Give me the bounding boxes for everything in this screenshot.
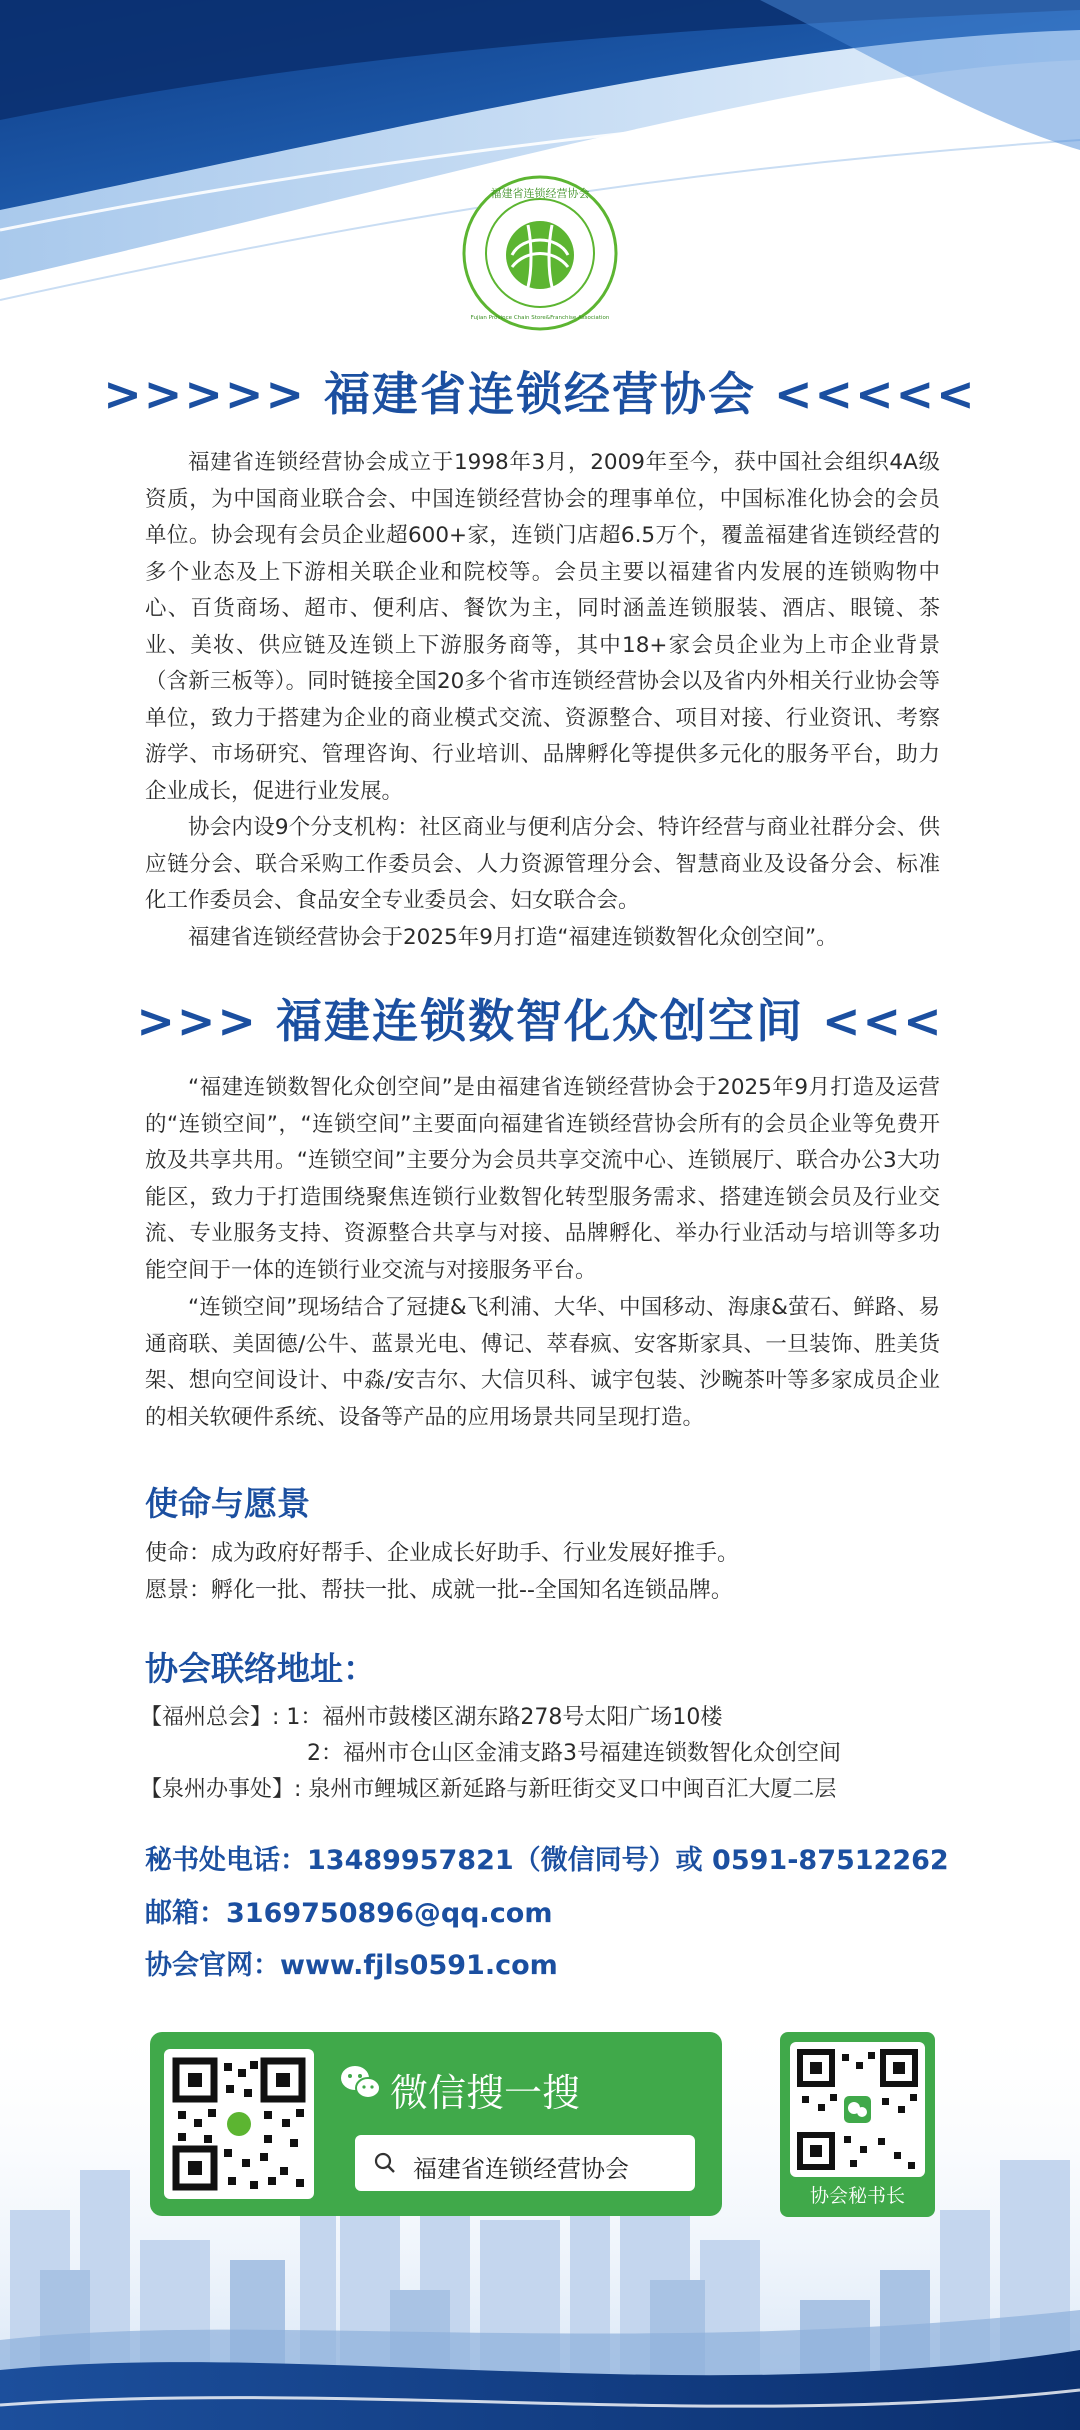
mission-line: 使命：成为政府好帮手、企业成长好助手、行业发展好推手。	[145, 1541, 740, 1566]
address-heading: 协会联络地址：	[145, 1649, 376, 1688]
space-paragraph-2: “连锁空间”现场结合了冠捷&飞利浦、大华、中国移动、海康&萤石、鲜路、易通商联、美固德/公牛、蓝景光电、傅记、萃春疯、安客斯家具、一旦装饰、胜美货架、想向空间设计、中淼/安吉尔、大信贝科、诚宇包装、沙畹茶叶等多家成员企业的相关软硬件系统、设备等产品的应用场景共同呈现打造。	[145, 1295, 940, 1430]
association-qr-code[interactable]	[164, 2049, 314, 2199]
secretary-label: 协会秘书长	[809, 2185, 905, 2207]
qr-pattern-icon	[164, 2049, 314, 2199]
contact-phone: 秘书处电话：13489957821（微信同号）或 0591-87512262	[145, 1845, 949, 1876]
search-icon	[373, 2151, 397, 2175]
space-paragraph-1: “福建连锁数智化众创空间”是由福建省连锁经营协会于2025年9月打造及运营的“连锁空间”，“连锁空间”主要面向福建省连锁经营协会所有的会员企业等免费开放及共享共用。“连锁空间”主要分为会员共享交流中心、连锁展厅、联合办公3大功能区，致力于打造围绕聚焦连锁行业数智化转型服务需求、搭建连锁会员及行业交流、专业服务支持、资源整合共享与对接、品牌孵化、举办行业活动与培训等多功能空间于一体的连锁行业交流与对接服务平台。	[145, 1075, 940, 1283]
intro-paragraph-2: 协会内设9个分支机构：社区商业与便利店分会、特许经营与商业社群分会、供应链分会、联合采购工作委员会、人力资源管理分会、智慧商业及设备分会、标准化工作委员会、食品安全专业委员会、妇女联合会。	[145, 815, 940, 913]
address-line-quanzhou: 【泉州办事处】: 泉州市鲤城区新延路与新旺街交叉口中闽百汇大厦二层	[140, 1777, 837, 1802]
wechat-icon	[340, 2064, 382, 2102]
association-title: >>>>> 福建省连锁经营协会 <<<<<	[103, 367, 977, 421]
address-line-fuzhou-1: 【福州总会】: 1：福州市鼓楼区湖东路278号太阳广场10楼	[140, 1705, 723, 1730]
wechat-search-text: 福建省连锁经营协会	[413, 2155, 629, 2183]
contact-email: 邮箱：3169750896@qq.com	[145, 1898, 553, 1929]
intro-paragraph-1: 福建省连锁经营协会成立于1998年3月，2009年至今，获中国社会组织4A级资质，为中国商业联合会、中国连锁经营协会的理事单位，中国标准化协会的会员单位。协会现有会员企业超600+家，连锁门店超6.5万个，覆盖福建省连锁经营的多个业态及上下游相关联企业和院校等。会员主要以福建省内发展的连锁购物中心、百货商场、超市、便利店、餐饮为主，同时涵盖连锁服装、酒店、眼镜、茶业、美妆、供应链及连锁上下游服务商等，其中18+家会员企业为上市企业背景（含新三板等）。同时链接全国20多个省市连锁经营协会以及省内外相关行业协会等单位，致力于搭建为企业的商业模式交流、资源整合、项目对接、行业资讯、考察游学、市场研究、管理咨询、行业培训、品牌孵化等提供多元化的服务平台，助力企业成长，促进行业发展。	[145, 450, 940, 804]
wechat-search-bar[interactable]	[355, 2135, 695, 2191]
association-logo	[462, 175, 618, 331]
intro-paragraph-3: 福建省连锁经营协会于2025年9月打造“福建连锁数智化众创空间”。	[188, 925, 838, 950]
contact-website: 协会官网：www.fjls0591.com	[145, 1950, 558, 1981]
qr-pattern-icon	[790, 2042, 925, 2177]
wechat-search-card[interactable]	[150, 2032, 722, 2216]
address-line-fuzhou-2: 2：福州市仓山区金浦支路3号福建连锁数智化众创空间	[307, 1741, 841, 1766]
vision-line: 愿景：孵化一批、帮扶一批、成就一批--全国知名连锁品牌。	[145, 1578, 733, 1603]
mission-heading: 使命与愿景	[145, 1484, 310, 1523]
space-title: >>> 福建连锁数智化众创空间 <<<	[136, 994, 944, 1048]
logo-ring-text-en: Fujian Province Chain Store&Franchise Association	[470, 315, 610, 321]
logo-ring-text: 福建省连锁经营协会	[490, 187, 590, 200]
secretary-qr-card[interactable]	[780, 2032, 935, 2217]
secretary-qr-code[interactable]	[790, 2042, 925, 2177]
wechat-search-title: 微信搜一搜	[390, 2071, 581, 2115]
